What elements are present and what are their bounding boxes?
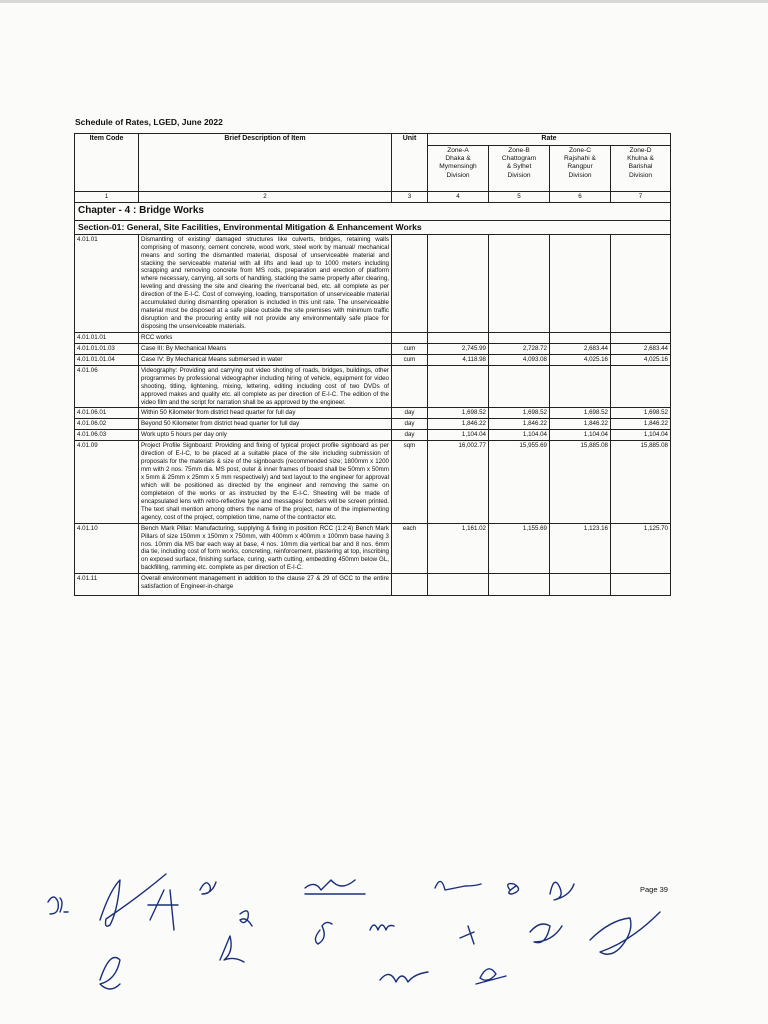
unit-header: Unit bbox=[392, 134, 428, 192]
table-row bbox=[75, 523, 671, 574]
item-code-cell: 4.01.01.01.04 bbox=[75, 354, 139, 365]
signature-mark bbox=[305, 880, 365, 894]
zone-a-rate-cell: 1,698.52 bbox=[428, 408, 489, 419]
zone-a-rate-cell: 1,104.04 bbox=[428, 430, 489, 441]
zone-c-rate-cell bbox=[550, 365, 611, 408]
section-heading: Section-01: General, Site Facilities, Environmental Mitigation & Enhancement Works bbox=[75, 220, 671, 234]
unit-cell: day bbox=[392, 408, 428, 419]
zone-c-rate-cell: 4,025.16 bbox=[550, 354, 611, 365]
zone-d-rate-cell: 4,025.16 bbox=[611, 354, 671, 365]
unit-cell bbox=[392, 574, 428, 596]
zone-a-rate-cell: 4,118.98 bbox=[428, 354, 489, 365]
zone-b-rate-cell bbox=[489, 365, 550, 408]
signature-mark bbox=[148, 890, 178, 930]
zone-d-rate-cell: 2,683.44 bbox=[611, 343, 671, 354]
description-cell: Overall environment management in addition to the clause 27 & 29 of GCC to the entire satisfaction of Engineer-in-charge bbox=[139, 574, 392, 596]
column-number: 7 bbox=[611, 191, 671, 202]
signature-mark bbox=[435, 881, 481, 890]
item-code-cell: 4.01.01.01 bbox=[75, 332, 139, 343]
table-row bbox=[75, 343, 671, 354]
document-title: Schedule of Rates, LGED, June 2022 bbox=[75, 117, 223, 127]
item-code-cell: 4.01.06.02 bbox=[75, 419, 139, 430]
zone-b-rate-cell: 4,093.08 bbox=[489, 354, 550, 365]
zone-c-rate-cell: 2,683.44 bbox=[550, 343, 611, 354]
zone-d-rate-cell bbox=[611, 574, 671, 596]
table-row bbox=[75, 441, 671, 523]
signature-mark bbox=[550, 882, 574, 900]
zone-c-rate-cell: 1,104.04 bbox=[550, 430, 611, 441]
zone-d-rate-cell bbox=[611, 365, 671, 408]
unit-cell: cum bbox=[392, 343, 428, 354]
item-code-cell: 4.01.09 bbox=[75, 441, 139, 523]
zone-d-rate-cell: 1,846.22 bbox=[611, 419, 671, 430]
zone-d-rate-cell bbox=[611, 332, 671, 343]
signatures-image bbox=[30, 860, 710, 1010]
item-code-cell: 4.01.06 bbox=[75, 365, 139, 408]
unit-cell: each bbox=[392, 523, 428, 574]
table-row bbox=[75, 419, 671, 430]
description-cell: Project Profile Signboard: Providing and fixing of typical project profile signboard as per direction of E-I-C, to be placed at a suitable place of the site including submission of proposals for the materials & size of the signboards (recommended size; 1800mm x 1200 mm with 2 nos. 75mm dia. MS post, outer & inner frames of board shall be 50mm x 50mm x 5mm & 25mm x 25mm x 5 mm respectively) and text layout to the engineer for approval which will be positioned as directed by the engineer and removing the same on completeion of the works or as instructed by the E-I-C. Sheeting will be made of encapsulated lens with retro-reflective type and messages/ borders will be screen printed. The text shall mention among others the name of the project, name of the implementing agency, cost of the project, completion time, name of the contractor etc. bbox=[139, 441, 392, 523]
column-number: 1 bbox=[75, 191, 139, 202]
signature-mark bbox=[240, 911, 252, 926]
column-number-row bbox=[75, 191, 671, 202]
unit-cell bbox=[392, 332, 428, 343]
scan-edge bbox=[0, 0, 768, 3]
zone-c-rate-cell bbox=[550, 234, 611, 332]
zone-b-rate-cell bbox=[489, 574, 550, 596]
signature-mark bbox=[315, 922, 332, 944]
item-code-cell: 4.01.06.03 bbox=[75, 430, 139, 441]
zone-a-rate-cell bbox=[428, 574, 489, 596]
description-cell: Beyond 50 Kilometer from district head quarter for full day bbox=[139, 419, 392, 430]
table-row bbox=[75, 574, 671, 596]
rate-header: Rate bbox=[428, 134, 671, 146]
signature-mark bbox=[200, 882, 216, 894]
zone-c-rate-cell: 15,885.08 bbox=[550, 441, 611, 523]
description-cell: Case IV: By Mechanical Means submersed in water bbox=[139, 354, 392, 365]
table-body bbox=[75, 234, 671, 596]
zone-a-rate-cell: 16,002.77 bbox=[428, 441, 489, 523]
zone-c-rate-cell bbox=[550, 574, 611, 596]
chapter-row bbox=[75, 202, 671, 220]
zone-b-rate-cell: 1,104.04 bbox=[489, 430, 550, 441]
column-number: 2 bbox=[139, 191, 392, 202]
signature-mark bbox=[590, 912, 660, 954]
zone-b-rate-cell: 15,955.69 bbox=[489, 441, 550, 523]
zone-c-header: Zone-C Rajshahi & Rangpur Division bbox=[550, 145, 611, 191]
description-cell: Dismantling of existing/ damaged structures like culverts, bridges, retaining walls comprising of masonry, cement concrete, wood work, steel work by manual/ mechanical means and sorting the dismantled material, disposal of unserviceable material and stacking the serviceable material with all lifts and lead up to 1000 meters including scrapping and removing concrete from MS rods, preparation and erection of platform where necessary, carrying, all sorts of handling, stacking the same properly after clearing, leveling and dressing the site and clearing the river/canal bed, etc. all complete as per direction of the E-I-C. Cost of conveying, loading, transportation of unserviceable material accumulated during dismantling operation is included in this unit rate. The unserviceable material must be disposed at a safe place outside the site premises with minimum traffic disruption and the procuring entity will not provide any environmentally safe place for disposing the unserviceable materials. bbox=[139, 234, 392, 332]
item-code-cell: 4.01.11 bbox=[75, 574, 139, 596]
zone-a-rate-cell bbox=[428, 365, 489, 408]
item-code-cell: 4.01.06.01 bbox=[75, 408, 139, 419]
item-code-header: Item Code bbox=[75, 134, 139, 192]
zone-b-rate-cell: 1,155.69 bbox=[489, 523, 550, 574]
column-number: 5 bbox=[489, 191, 550, 202]
column-number: 6 bbox=[550, 191, 611, 202]
item-code-cell: 4.01.01.01.03 bbox=[75, 343, 139, 354]
column-number: 3 bbox=[392, 191, 428, 202]
unit-cell: sqm bbox=[392, 441, 428, 523]
item-code-cell: 4.01.01 bbox=[75, 234, 139, 332]
unit-cell bbox=[392, 365, 428, 408]
zone-d-rate-cell bbox=[611, 234, 671, 332]
signature-mark bbox=[530, 924, 562, 943]
signature-mark bbox=[100, 958, 120, 990]
table-row bbox=[75, 234, 671, 332]
description-cell: Case III: By Mechanical Means bbox=[139, 343, 392, 354]
schedule-of-rates-table bbox=[74, 133, 671, 596]
unit-cell: day bbox=[392, 419, 428, 430]
zone-b-rate-cell: 1,846.22 bbox=[489, 419, 550, 430]
zone-a-rate-cell bbox=[428, 234, 489, 332]
zone-a-header: Zone-A Dhaka & Mymensingh Division bbox=[428, 145, 489, 191]
signature-mark bbox=[380, 972, 428, 982]
description-header: Brief Description of Item bbox=[139, 134, 392, 192]
column-number: 4 bbox=[428, 191, 489, 202]
zone-b-header: Zone-B Chattogram & Sylhet Division bbox=[489, 145, 550, 191]
table-row bbox=[75, 430, 671, 441]
signature-mark bbox=[100, 874, 166, 926]
zone-d-rate-cell: 1,125.70 bbox=[611, 523, 671, 574]
table-row bbox=[75, 408, 671, 419]
zone-a-rate-cell: 1,846.22 bbox=[428, 419, 489, 430]
table-row bbox=[75, 332, 671, 343]
table-row bbox=[75, 354, 671, 365]
zone-d-rate-cell: 1,698.52 bbox=[611, 408, 671, 419]
description-cell: Videography: Providing and carrying out video shoting of roads, bridges, buildings, other programmes by professional videographer including hiring of vehicle, equipment for video shooting, titling, lightening, mixing, lettering, editing including cost of two DVDs of approved makes and quality etc. all complete as per direction of E-I-C. The edition of the video film and the script for narration shall be as approved by the engineer. bbox=[139, 365, 392, 408]
table-row bbox=[75, 365, 671, 408]
page-number: Page 39 bbox=[640, 885, 668, 894]
zone-a-rate-cell bbox=[428, 332, 489, 343]
zone-c-rate-cell: 1,123.16 bbox=[550, 523, 611, 574]
section-row bbox=[75, 220, 671, 234]
zone-c-rate-cell: 1,698.52 bbox=[550, 408, 611, 419]
signature-mark bbox=[48, 897, 68, 914]
zone-a-rate-cell: 2,745.99 bbox=[428, 343, 489, 354]
zone-b-rate-cell: 2,728.72 bbox=[489, 343, 550, 354]
zone-c-rate-cell bbox=[550, 332, 611, 343]
chapter-heading: Chapter - 4 : Bridge Works bbox=[75, 202, 671, 220]
description-cell: Within 50 Kilometer from district head quarter for full day bbox=[139, 408, 392, 419]
signature-mark bbox=[476, 969, 506, 984]
zone-d-header: Zone-D Khulna & Barishal Division bbox=[611, 145, 671, 191]
signature-mark bbox=[508, 884, 519, 894]
item-code-cell: 4.01.10 bbox=[75, 523, 139, 574]
header-row bbox=[75, 134, 671, 146]
unit-cell: cum bbox=[392, 354, 428, 365]
zone-d-rate-cell: 1,104.04 bbox=[611, 430, 671, 441]
signature-mark bbox=[370, 925, 394, 930]
description-cell: Bench Mark Pillar: Manufacturing, supplying & fixing in position RCC (1:2:4) Bench Mark Pillars of size 150mm x 150mm x 750mm, with 400mm x 400mm x 100mm base having 3 nos. 10mm dia MS bar each way at base, 4 nos. 10mm dia vertical bar and 8 nos. 6mm dia tie, including cost of form works, concreting, reinforcement, plastering at top, inscribing on exposed surface, finishing surface, curing, earth cutting, embedding 450mm below GL, backfilling, ramming etc. complete as per direction of E-I-C. bbox=[139, 523, 392, 574]
description-cell: RCC works bbox=[139, 332, 392, 343]
zone-b-rate-cell bbox=[489, 332, 550, 343]
signature-mark bbox=[460, 926, 474, 944]
zone-c-rate-cell: 1,846.22 bbox=[550, 419, 611, 430]
unit-cell: day bbox=[392, 430, 428, 441]
zone-b-rate-cell: 1,698.52 bbox=[489, 408, 550, 419]
unit-cell bbox=[392, 234, 428, 332]
zone-a-rate-cell: 1,161.02 bbox=[428, 523, 489, 574]
zone-b-rate-cell bbox=[489, 234, 550, 332]
zone-d-rate-cell: 15,885.08 bbox=[611, 441, 671, 523]
signature-mark bbox=[220, 936, 244, 962]
description-cell: Work upto 5 hours per day only bbox=[139, 430, 392, 441]
